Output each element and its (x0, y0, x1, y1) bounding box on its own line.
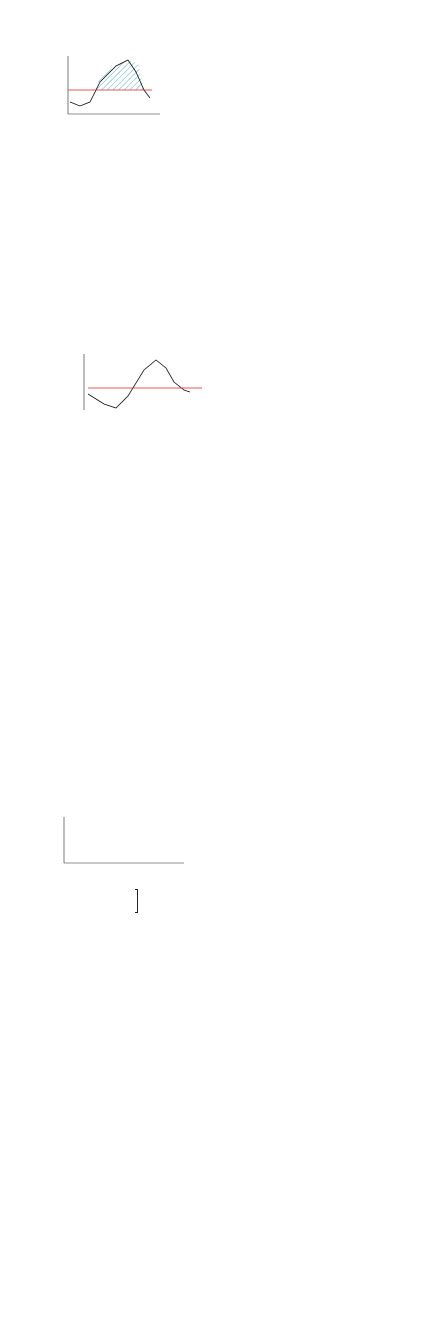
s1-histogram (60, 52, 220, 142)
s3-chart (76, 352, 226, 412)
s6-rain-histogram (52, 815, 192, 873)
s3-flow-curve (88, 360, 190, 408)
s6-bracket (135, 889, 138, 913)
